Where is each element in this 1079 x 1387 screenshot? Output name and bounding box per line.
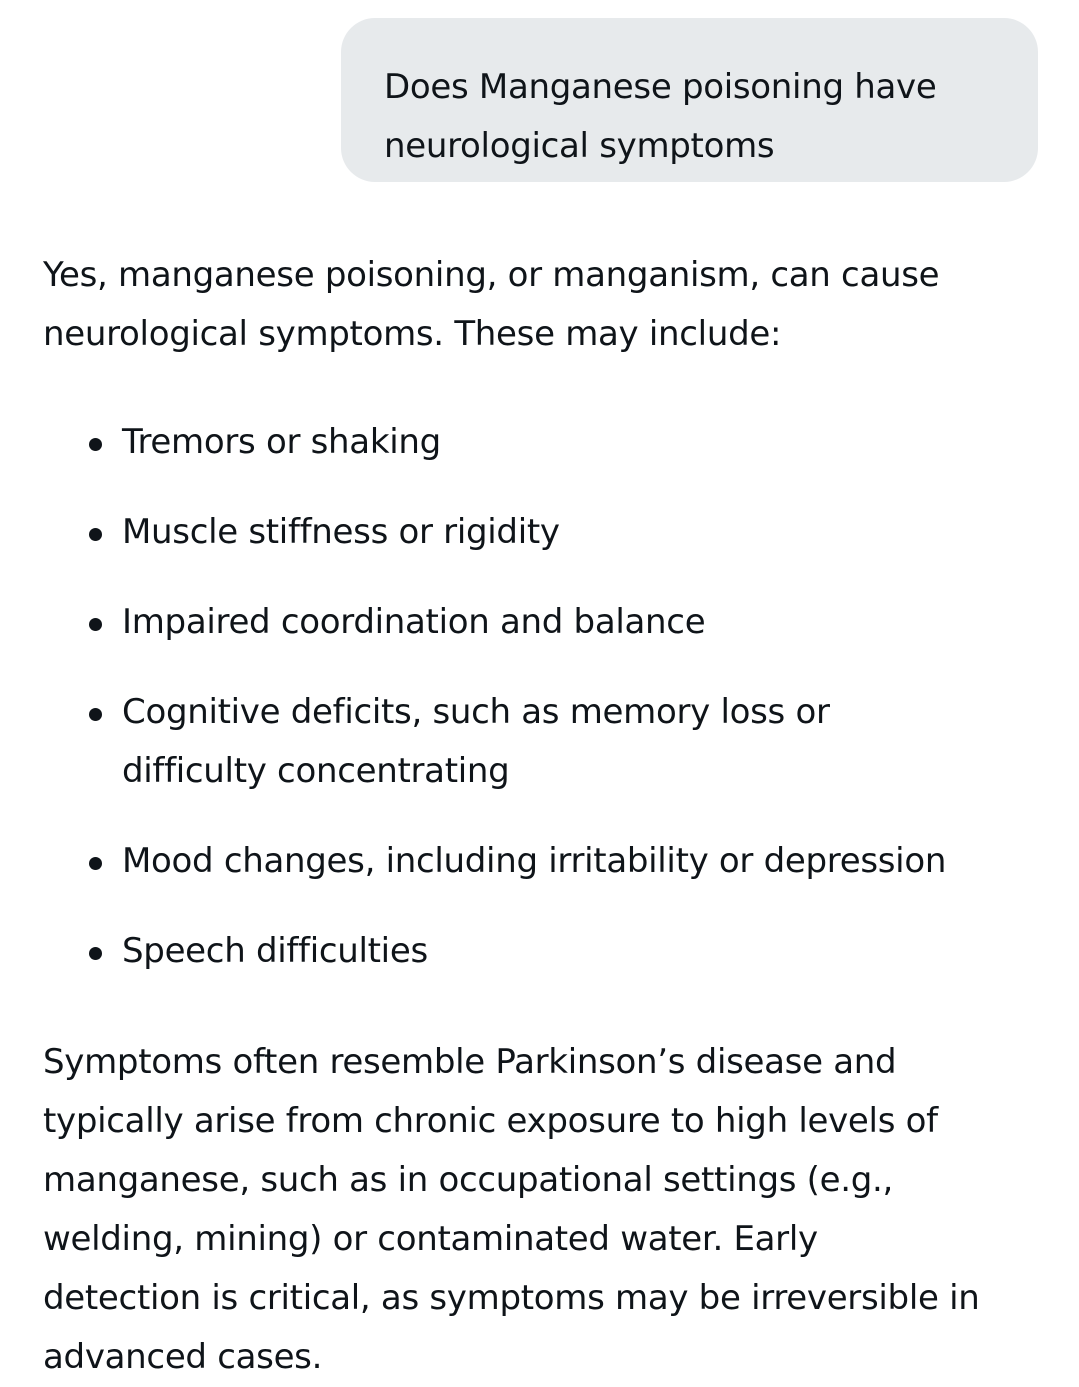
user-message-line: Does Manganese poisoning have — [384, 67, 937, 107]
assistant-response-intro — [43, 246, 1053, 364]
closing-paragraph — [43, 1033, 1053, 1387]
closing-line: Symptoms often resemble Parkinson’s disease and — [43, 1042, 897, 1082]
intro-line: neurological symptoms. These may include: — [43, 314, 782, 354]
bullet-icon — [89, 438, 102, 451]
list-item-text: Muscle stiffness or rigidity — [122, 512, 560, 552]
closing-line: typically arise from chronic exposure to high levels of — [43, 1101, 938, 1141]
bullet-icon — [89, 947, 102, 960]
bullet-icon — [89, 618, 102, 631]
user-message-line: neurological symptoms — [384, 126, 775, 166]
list-item — [43, 683, 1053, 801]
bullet-icon — [89, 857, 102, 870]
list-item-text: Mood changes, including irritability or depression — [122, 841, 947, 881]
list-item-text: Impaired coordination and balance — [122, 602, 706, 642]
intro-paragraph — [43, 246, 1053, 364]
bullet-icon — [89, 528, 102, 541]
list-item-text: Cognitive deficits, such as memory loss or — [122, 692, 830, 732]
list-item-text: difficulty concentrating — [122, 751, 510, 791]
list-item-text: Speech difficulties — [122, 931, 428, 971]
intro-line: Yes, manganese poisoning, or manganism, can cause — [43, 255, 940, 295]
closing-line: welding, mining) or contaminated water. Early — [43, 1219, 818, 1259]
closing-line: advanced cases. — [43, 1337, 323, 1377]
list-item — [43, 503, 1053, 562]
list-item-text: Tremors or shaking — [122, 422, 441, 462]
symptom-list — [43, 413, 1053, 1012]
list-item — [43, 593, 1053, 652]
list-item — [43, 922, 1053, 981]
list-item — [43, 832, 1053, 891]
list-item — [43, 413, 1053, 472]
user-message-bubble — [341, 18, 1038, 182]
bullet-icon — [89, 708, 102, 721]
closing-line: detection is critical, as symptoms may be irreversible in — [43, 1278, 980, 1318]
closing-line: manganese, such as in occupational settings (e.g., — [43, 1160, 894, 1200]
